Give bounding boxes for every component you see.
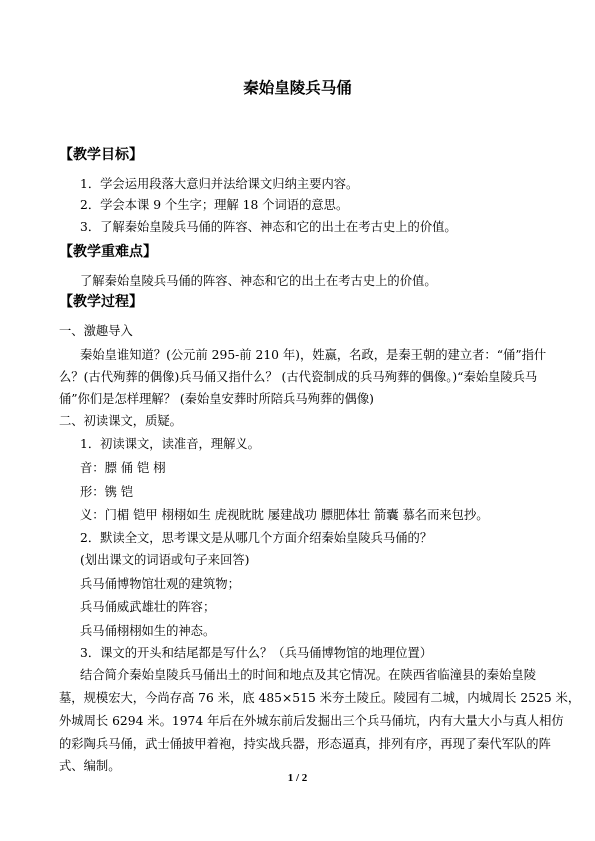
meaning-line: 义：门楣 铠甲 栩栩如生 虎视眈眈 屡建战功 膘肥体壮 箭囊 慕名而来包抄。 <box>80 508 489 522</box>
pronunciation-line: 音：膘 俑 铠 栩 <box>80 461 166 475</box>
section-heading-goals: 【教学目标】 <box>59 147 143 163</box>
intro-line-2: 墓，规模宏大，今尚存高 76 米，底 485×515 米夯土陵丘。陵园有二城，内城周长 2525 米， <box>59 691 581 705</box>
goal-item-1: 1．学会运用段落大意归并法给课文归纳主要内容。 <box>80 177 359 191</box>
answer-3: 兵马俑栩栩如生的神态。 <box>80 624 216 638</box>
part1-title: 一、激趣导入 <box>59 324 133 338</box>
page-number: 1 / 2 <box>287 772 308 784</box>
section-heading-process: 【教学过程】 <box>59 294 143 310</box>
goal-item-3: 3．了解秦始皇陵兵马俑的阵容、神态和它的出土在考古史上的价值。 <box>80 220 457 234</box>
step3-text: 3．课文的开头和结尾都是写什么？（兵马俑博物馆的地理位置） <box>80 646 433 660</box>
key-points-text: 了解秦始皇陵兵马俑的阵容、神态和它的出土在考古史上的价值。 <box>80 274 437 288</box>
answer-2: 兵马俑威武雄壮的阵容； <box>80 600 216 614</box>
goal-item-2: 2．学会本课 9 个生字；理解 18 个词语的意思。 <box>80 198 349 212</box>
answer-1: 兵马俑博物馆壮观的建筑物； <box>80 577 240 591</box>
intro-line-1: 结合简介秦始皇陵兵马俑出土的时间和地点及其它情况。在陕西省临潼县的秦始皇陵 <box>80 668 536 682</box>
part1-line-2: 么？(古代殉葬的偶像)兵马俑又指什么？ (古代瓷制成的兵马殉葬的偶像。)“秦始皇陵兵马 <box>59 370 538 384</box>
form-line: 形：镌 铠 <box>80 485 134 499</box>
intro-line-3: 外城周长 6294 米。1974 年后在外城东前后发掘出三个兵马俑坑，内有大量大小与真人相仿 <box>59 714 564 728</box>
step2-text: 2．默读全文，思考课文是从哪几个方面介绍秦始皇陵兵马俑的？ <box>80 531 433 545</box>
part2-title: 二、初读课文，质疑。 <box>59 414 182 428</box>
step2-note: (划出课文的词语或句子来回答) <box>80 553 250 567</box>
step1-text: 1．初读课文，读准音，理解义。 <box>80 437 260 451</box>
part1-line-1: 秦始皇谁知道？(公元前 295-前 210 年)，姓嬴，名政，是秦王朝的建立者：“俑”指什 <box>80 348 547 362</box>
intro-line-5: 式、编制。 <box>59 759 121 773</box>
page-title: 秦始皇陵兵马俑 <box>243 78 352 97</box>
section-heading-key-points: 【教学重难点】 <box>59 244 157 260</box>
part1-line-3: 俑”你们是怎样理解？ (秦始皇安葬时所陪兵马殉葬的偶像) <box>59 392 374 406</box>
intro-line-4: 的彩陶兵马俑，武士俑披甲着袍，持实战兵器，形态逼真，排列有序，再现了秦代军队的阵 <box>59 737 551 751</box>
